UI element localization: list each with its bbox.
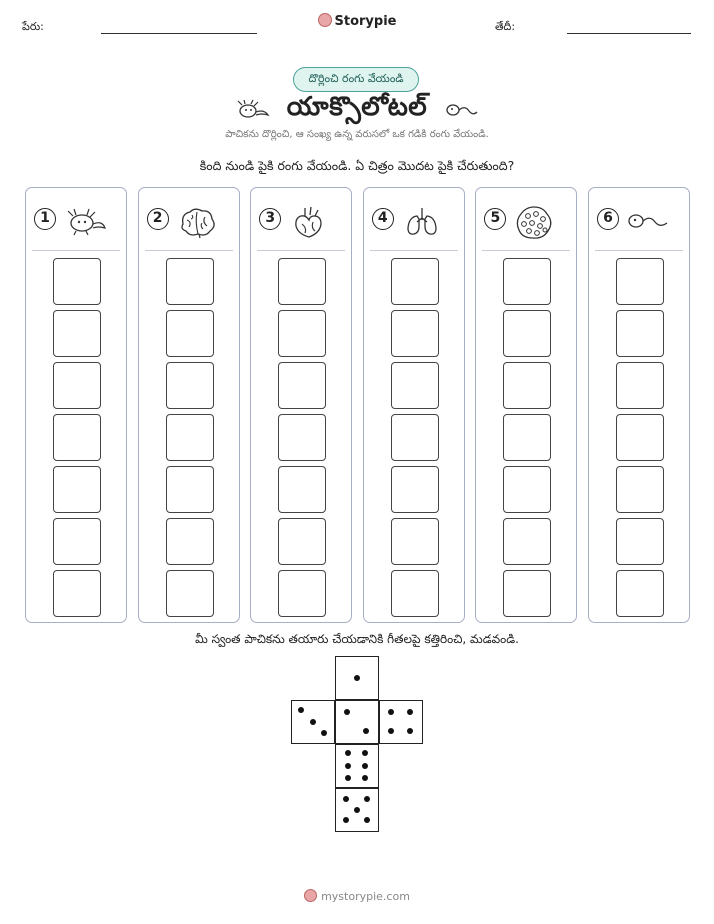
tadpole-icon [444, 99, 478, 121]
dice-pip [407, 709, 413, 715]
color-box[interactable] [166, 310, 214, 357]
storypie-logo-icon [318, 13, 332, 27]
color-box[interactable] [503, 466, 551, 513]
column-3 [250, 187, 352, 623]
dice-pip [364, 796, 370, 802]
color-box[interactable] [278, 414, 326, 461]
dice-pip [362, 775, 368, 781]
color-box[interactable] [391, 518, 439, 565]
dice-pip [298, 707, 304, 713]
color-box[interactable] [503, 258, 551, 305]
column-header [259, 204, 345, 238]
name-label: పేరు: [22, 20, 44, 33]
color-box[interactable] [166, 466, 214, 513]
dice-pip [344, 709, 350, 715]
color-box[interactable] [166, 362, 214, 409]
column-6 [588, 187, 690, 623]
column-5 [475, 187, 577, 623]
footer-url[interactable]: mystorypie.com [321, 890, 410, 903]
color-box[interactable] [166, 414, 214, 461]
color-box[interactable] [278, 362, 326, 409]
tadpole-icon [625, 204, 669, 238]
color-box[interactable] [616, 310, 664, 357]
color-box[interactable] [278, 518, 326, 565]
column-divider [595, 250, 683, 251]
brain-icon [175, 204, 219, 238]
color-box[interactable] [166, 518, 214, 565]
dice-face-6 [335, 744, 379, 788]
dice-pip [345, 763, 351, 769]
color-box[interactable] [53, 518, 101, 565]
color-box[interactable] [503, 414, 551, 461]
column-number: 5 [484, 208, 506, 230]
color-box[interactable] [616, 570, 664, 617]
column-4 [363, 187, 465, 623]
color-box[interactable] [278, 258, 326, 305]
column-header [147, 204, 233, 238]
color-box[interactable] [616, 466, 664, 513]
brand-name: Storypie [334, 14, 397, 29]
dice-pip [362, 763, 368, 769]
column-2 [138, 187, 240, 623]
dice-face-5 [335, 788, 379, 832]
color-box[interactable] [53, 466, 101, 513]
date-label: తేదీ: [495, 20, 516, 33]
dice-pip [354, 807, 360, 813]
color-box[interactable] [616, 414, 664, 461]
color-box[interactable] [166, 258, 214, 305]
color-box[interactable] [53, 414, 101, 461]
color-box[interactable] [278, 310, 326, 357]
color-box[interactable] [391, 362, 439, 409]
color-box[interactable] [616, 362, 664, 409]
column-divider [145, 250, 233, 251]
column-number: 2 [147, 208, 169, 230]
dice-face-2 [335, 700, 379, 744]
dice-pip [354, 675, 360, 681]
column-divider [257, 250, 345, 251]
dice-pip [345, 750, 351, 756]
column-header [34, 204, 120, 238]
column-divider [482, 250, 570, 251]
heart-icon [287, 204, 331, 238]
color-box[interactable] [503, 362, 551, 409]
dice-face-1 [335, 656, 379, 700]
dice-pip [388, 728, 394, 734]
column-header [484, 204, 570, 238]
egg-cluster-icon [512, 204, 556, 238]
dice-pip [364, 817, 370, 823]
dice-pip [388, 709, 394, 715]
footer [0, 889, 714, 903]
dice-pip [310, 719, 316, 725]
color-box[interactable] [503, 518, 551, 565]
lungs-icon [400, 204, 444, 238]
color-box[interactable] [391, 310, 439, 357]
column-divider [370, 250, 458, 251]
column-divider [32, 250, 120, 251]
column-number: 4 [372, 208, 394, 230]
dice-pip [343, 817, 349, 823]
column-header [597, 204, 683, 238]
color-box[interactable] [391, 414, 439, 461]
color-box[interactable] [53, 258, 101, 305]
dice-pip [363, 728, 369, 734]
dice-pip [345, 775, 351, 781]
column-number: 1 [34, 208, 56, 230]
color-box[interactable] [391, 570, 439, 617]
column-1 [25, 187, 127, 623]
date-line[interactable] [567, 33, 691, 34]
column-number: 6 [597, 208, 619, 230]
activity-badge: దొర్లించి రంగు వేయండి [293, 67, 419, 92]
brand-logo [0, 13, 714, 29]
storypie-logo-icon [304, 889, 317, 902]
name-line[interactable] [101, 33, 257, 34]
axolotl-icon [236, 99, 270, 121]
dice-face-4 [379, 700, 423, 744]
title-row [0, 92, 714, 128]
color-box[interactable] [616, 518, 664, 565]
dice-pip [321, 730, 327, 736]
question-text: కింది నుండి పైకి రంగు వేయండి. ఏ చిత్రం మొదట పైకి చేరుతుంది? [199, 158, 515, 173]
dice-face-3 [291, 700, 335, 744]
subtitle: పాచికను దొర్లించి, ఆ సంఖ్య ఉన్న వరుసలో ఒక గడికి రంగు వేయండి. [225, 129, 489, 140]
color-box[interactable] [53, 362, 101, 409]
column-header [372, 204, 458, 238]
cut-instruction: మీ స్వంత పాచికను తయారు చేయడానికి గీతలపై కత్తిరించి, మడవండి. [195, 632, 519, 646]
color-box[interactable] [53, 310, 101, 357]
color-box[interactable] [53, 570, 101, 617]
page-title: యాక్సొలోటల్ [286, 92, 428, 122]
color-box[interactable] [391, 258, 439, 305]
color-box[interactable] [616, 258, 664, 305]
axolotl-icon [62, 204, 106, 238]
color-box[interactable] [278, 466, 326, 513]
color-box[interactable] [278, 570, 326, 617]
color-box[interactable] [503, 570, 551, 617]
dice-pip [362, 750, 368, 756]
color-box[interactable] [391, 466, 439, 513]
dice-pip [343, 796, 349, 802]
color-box[interactable] [503, 310, 551, 357]
column-number: 3 [259, 208, 281, 230]
color-box[interactable] [166, 570, 214, 617]
dice-pip [407, 728, 413, 734]
